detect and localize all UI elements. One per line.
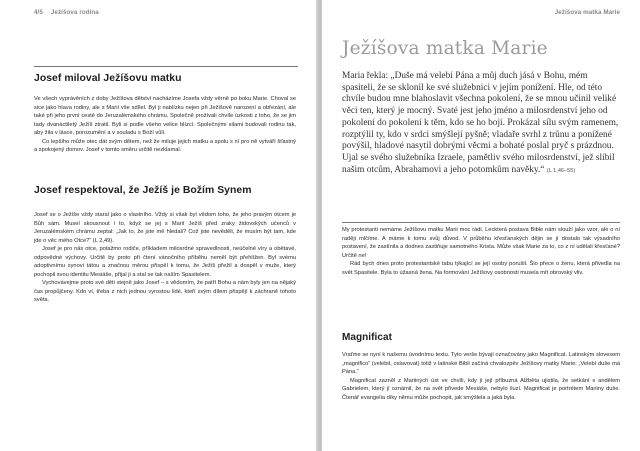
section-body-josef-loved xyxy=(34,95,296,155)
paragraph: My protestanti nemáme Ježíšovu matku Marii moc rádi. Leckterá postava Bible nám slouží jako vzor, ale o ní raději mlčíme. A máme k tomu svůj důvod. V průběhu křesťanských dějin se jí dostalo tak výsadního postavení, že zastínila a dodnes zastiňuje samotného Krista. Může však Marie za to, co z ní udělali křesťané? Určitě ne! xyxy=(342,227,620,259)
right-running-head: Ježíšova matka Marie xyxy=(554,9,620,16)
paragraph: Josef se o Ježíše vždy staral jako o vlastního. Vždy si však byl vědom toho, že jeho pravým otcem je Bůh sám. Musel skousnout i to, když se jej s Marií Ježíš před zraky židovských učenců v Jeruzalémském chrámu zeptal: „Jak to, že jste mě hledali? Což jste nevěděli, že musím být tam, kde jde o věc mého Otce?“ (L 2,49). xyxy=(34,212,296,244)
section-heading-magnificat: Magnificat xyxy=(342,332,392,343)
section-body-josef-respected xyxy=(34,211,296,305)
paragraph: Rád bych dnes proto protestantské tabu týkající se její osoby porušil. Šlo přece o ženu, která přivedla na svět Spasitele. Byla to úžasná žena. Na formování Ježíšovy osobnosti musela mít obrovský vliv. xyxy=(342,261,620,276)
right-page xyxy=(322,0,640,451)
intro-body xyxy=(342,226,620,277)
quote-text: Maria řekla: „Duše má velebí Pána a můj duch jásá v Bohu, mém spasiteli, že se sklonil ke své služebnici v jejím ponížení. Hle, od této chvíle budou mne blahoslavit všechna pokolení, že se mnou učinil veliké věci ten, který je mocný. Svaté jest jeho jméno a milosrdenství jeho od pokolení do pokolení k těm, kdo se ho bojí. Prokázal sílu svým ramenem, rozptýlil ty, kdo v srdci smýšlejí pyšně; vladaře svrhl z trůnu a ponížené povýšil, hladové nasytil dobrými věcmi a bohaté poslal pryč s prázdnou. Ujal se svého služebníka Izraele, pamětliv svého milosrdenství, jež slíbil našim otcům, Abrahamovi a jeho potomkům navěky.“ xyxy=(342,71,619,175)
section-heading-josef-respected: Josef respektoval, že Ježíš je Božím Synem xyxy=(34,185,252,196)
paragraph: Vraťme se nyní k našemu úvodnímu textu. Tyto verše bývají označovány jako Magnificat. Latinským slovesem „magnifico“ (velebit, oslavovat) totiž v latinské Bibli začíná chvalozpěv Ježíšovy matky Marie: „Velebí duše má Pána.“ xyxy=(342,352,620,375)
magnificat-body xyxy=(342,351,620,402)
section-heading-josef-loved: Josef miloval Ježíšovu matku xyxy=(34,73,182,84)
left-running-head-title: Ježíšova rodina xyxy=(50,9,99,16)
paragraph: Josef je pro nás otce, potažmo rodiče, příkladem milosrdné spravedlnosti, neúčelné víry a obětavé, odpovědné výchovy. Určitě by proto při čtení vánočního příběhu neměl být přehlížen. Byl svému adoptivnímu synovi tátou a značnou měrou přispěl k tomu, že Ježíš přežil a dospěl v muže, který pochopil svou identitu Mesiáše, přijal ji a stal se tak naším Spasitelem. xyxy=(34,246,296,278)
paragraph: Ve všech vyprávěních z doby Ježíšova dětství nacházíme Josefa vždy věrně po boku Marie. Choval se sice jako hlava rodiny, ale s Marií vše sdílel. Byl ji nablízku nejen při Ježíšově narození a obřezání, ale také při jeho první cestě do Jeruzalémského chrámu. Společně prožívali chvíle úzkosti z toho, že se jim tady dvanáctiletý Ježíš ztratil. Byli si podle všeho velice blízcí. Společnými silami budovali rodinu tak, aby žila v lásce, porozumění a v souladu s Boží vůlí. xyxy=(34,96,296,136)
chapter-title: Ježíšova matka Marie xyxy=(342,38,548,59)
left-section-rule xyxy=(34,66,298,67)
left-running-head xyxy=(34,9,99,16)
left-page xyxy=(0,0,318,451)
right-section-rule xyxy=(342,222,620,223)
quote-reference: (L 1,46–55) xyxy=(546,167,576,174)
paragraph: Co lepšího může otec dát svým dětem, než že miluje jejich matku a spolu s ní pro ně vytváří šťastný a spokojený domov. Josef v tomto směru určitě nezklamal. xyxy=(34,138,296,153)
paragraph: Vychovávejme proto své děti stejně jako Josef – s vědomím, že patří Bohu a nám byly jen na nějaký čas propůjčeny. Kdo ví, třeba z nich jednou vyrostou lidé, kteří svým dílem přispějí k záchraně tohoto světa. xyxy=(34,280,296,303)
page-number: 4/5 xyxy=(34,9,43,16)
scripture-quote xyxy=(342,71,622,177)
paragraph: Magnificat zazněl z Mariiných úst ve chvíli, kdy ji její příbuzná Alžběta ujistila, že setkání s andělem Gabrielem, který jí oznámil, že na svět přivede Mesiáše, nebylo iluzí. Magnificat je portrétem Mariiny duše. Čtenář evangelia díky němu může pochopit, jak smýšlela a jaká byla. xyxy=(342,377,620,401)
